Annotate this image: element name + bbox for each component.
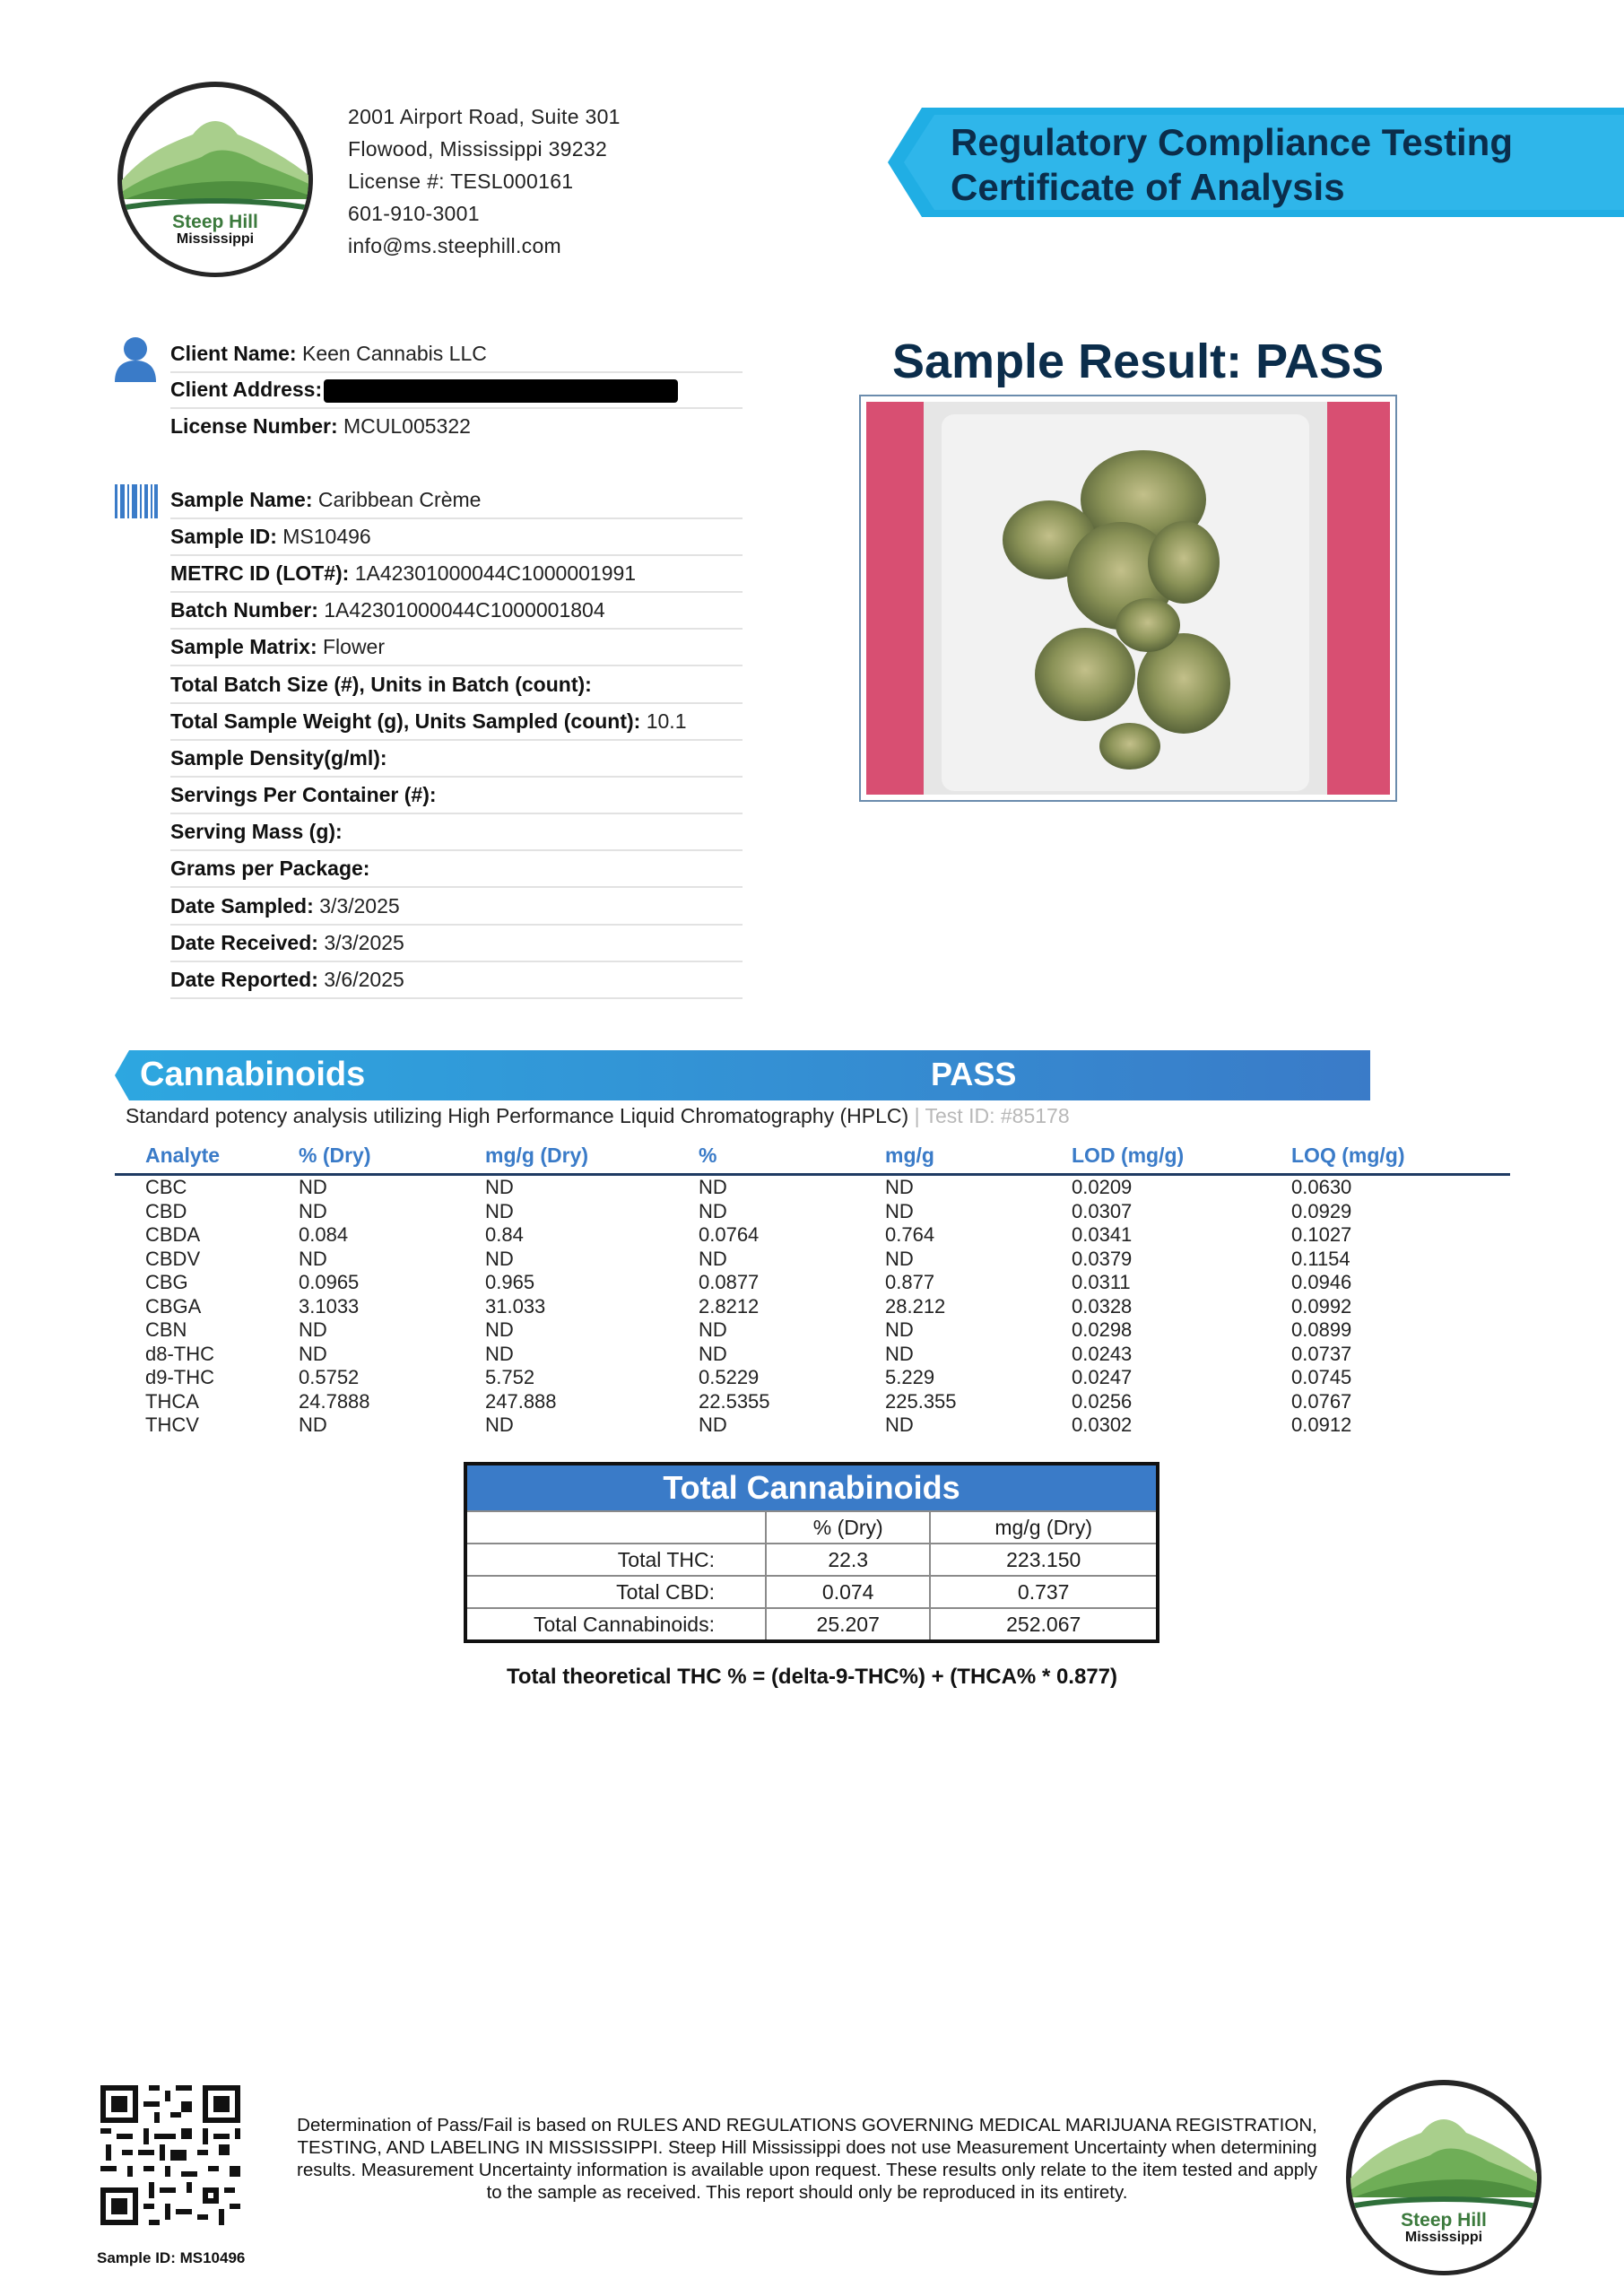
logo-line1: Steep Hill bbox=[172, 212, 258, 232]
table-cell: 24.7888 bbox=[299, 1389, 370, 1413]
table-row bbox=[115, 1366, 1510, 1390]
sample-field: Sample Matrix: Flower bbox=[170, 629, 743, 666]
table-cell: ND bbox=[485, 1342, 514, 1365]
table-cell: ND bbox=[885, 1199, 914, 1222]
table-cell: d8-THC bbox=[145, 1342, 215, 1365]
table-header-row bbox=[115, 1137, 1510, 1175]
table-row bbox=[115, 1390, 1510, 1414]
table-cell: ND bbox=[699, 1176, 727, 1198]
lab-address-line2: Flowood, Mississippi 39232 bbox=[348, 137, 608, 161]
method-line bbox=[126, 1104, 1070, 1128]
totals-row: Total Cannabinoids: 25.207 252.067 bbox=[467, 1608, 1156, 1639]
logo-line1: Steep Hill bbox=[1401, 2210, 1487, 2231]
table-cell: ND bbox=[299, 1199, 327, 1222]
col-header: Analyte bbox=[115, 1137, 299, 1175]
lab-license: License #: TESL000161 bbox=[348, 170, 574, 193]
table-cell: 0.0209 bbox=[1072, 1176, 1133, 1198]
table-cell: ND bbox=[299, 1342, 327, 1365]
table-cell: 0.0341 bbox=[1072, 1223, 1133, 1246]
table-cell: 28.212 bbox=[885, 1294, 946, 1318]
thc-formula: Total theoretical THC % = (delta-9-THC%) + (THCA% * 0.877) bbox=[507, 1665, 1117, 1689]
table-cell: 3.1033 bbox=[299, 1294, 360, 1318]
totals-title: Total Cannabinoids bbox=[467, 1465, 1156, 1510]
table-row bbox=[115, 1343, 1510, 1367]
table-cell: ND bbox=[299, 1247, 327, 1270]
table-cell: 247.888 bbox=[485, 1389, 557, 1413]
table-row bbox=[115, 1223, 1510, 1248]
banner-line1: Regulatory Compliance Testing bbox=[951, 121, 1513, 163]
table-cell: 0.0745 bbox=[1291, 1366, 1352, 1388]
table-cell: ND bbox=[699, 1342, 727, 1365]
totals-col-header: mg/g (Dry) bbox=[930, 1511, 1156, 1544]
table-cell: ND bbox=[885, 1176, 914, 1198]
cannabinoids-title: Cannabinoids bbox=[140, 1056, 366, 1093]
table-cell: 0.0247 bbox=[1072, 1366, 1133, 1388]
table-cell: 0.0630 bbox=[1291, 1176, 1352, 1198]
cannabinoids-status: PASS bbox=[931, 1056, 1017, 1092]
table-cell: 0.0899 bbox=[1291, 1318, 1352, 1341]
col-header: % (Dry) bbox=[299, 1137, 485, 1175]
totals-table bbox=[467, 1510, 1156, 1639]
table-row bbox=[115, 1318, 1510, 1343]
table-cell: ND bbox=[885, 1342, 914, 1365]
table-cell: CBG bbox=[145, 1271, 188, 1293]
footer-sample-id: Sample ID: MS10496 bbox=[97, 2249, 246, 2266]
totals-row: Total CBD: 0.074 0.737 bbox=[467, 1576, 1156, 1608]
table-cell: 0.0737 bbox=[1291, 1342, 1352, 1365]
table-cell: 0.84 bbox=[485, 1223, 524, 1246]
lab-contact-block bbox=[348, 100, 621, 262]
table-row bbox=[115, 1248, 1510, 1272]
table-cell: 0.0302 bbox=[1072, 1413, 1133, 1436]
client-name-value: Keen Cannabis LLC bbox=[301, 342, 487, 365]
table-cell: 0.5752 bbox=[299, 1366, 360, 1388]
table-cell: 0.0767 bbox=[1291, 1389, 1352, 1413]
col-header: mg/g (Dry) bbox=[485, 1137, 699, 1175]
table-cell: THCA bbox=[145, 1389, 199, 1413]
lab-address-line1: 2001 Airport Road, Suite 301 bbox=[348, 105, 621, 128]
table-cell: 0.1154 bbox=[1291, 1247, 1350, 1270]
table-cell: ND bbox=[699, 1413, 727, 1436]
table-cell: ND bbox=[885, 1247, 914, 1270]
table-row bbox=[115, 1271, 1510, 1295]
table-cell: 0.0946 bbox=[1291, 1271, 1352, 1293]
total-cannabinoids-box bbox=[464, 1462, 1159, 1643]
table-cell: 0.0256 bbox=[1072, 1389, 1133, 1413]
banner-title bbox=[951, 120, 1513, 210]
client-license-row bbox=[170, 408, 743, 444]
table-cell: ND bbox=[299, 1176, 327, 1198]
table-cell: 0.0328 bbox=[1072, 1294, 1133, 1318]
table-cell: ND bbox=[699, 1247, 727, 1270]
table-cell: CBN bbox=[145, 1318, 187, 1341]
col-header: LOQ (mg/g) bbox=[1291, 1137, 1510, 1175]
col-header: % bbox=[699, 1137, 885, 1175]
sample-field: Date Received: 3/3/2025 bbox=[170, 925, 743, 962]
cannabinoids-header bbox=[115, 1050, 1370, 1100]
client-name-row bbox=[170, 335, 743, 373]
table-cell: ND bbox=[485, 1199, 514, 1222]
table-cell: 0.0307 bbox=[1072, 1199, 1133, 1222]
sample-field: METRC ID (LOT#): 1A42301000044C1000001991 bbox=[170, 555, 743, 593]
client-address-row bbox=[170, 371, 743, 409]
table-cell: CBDA bbox=[145, 1223, 201, 1246]
totals-row: Total THC: 22.3 223.150 bbox=[467, 1544, 1156, 1576]
table-cell: 0.5229 bbox=[699, 1366, 760, 1388]
client-name-label: Client Name: bbox=[170, 342, 297, 365]
logo-line2: Mississippi bbox=[176, 231, 255, 247]
sample-field: Grams per Package: bbox=[170, 850, 743, 888]
table-cell: 0.0379 bbox=[1072, 1247, 1133, 1270]
table-cell: 22.5355 bbox=[699, 1389, 770, 1413]
analyte-table-body bbox=[115, 1175, 1510, 1438]
table-cell: 0.0311 bbox=[1072, 1271, 1131, 1293]
table-cell: ND bbox=[485, 1413, 514, 1436]
table-cell: 0.0243 bbox=[1072, 1342, 1133, 1365]
table-cell: 31.033 bbox=[485, 1294, 546, 1318]
table-cell: ND bbox=[299, 1318, 327, 1341]
table-cell: THCV bbox=[145, 1413, 199, 1436]
client-license-value: MCUL005322 bbox=[343, 414, 471, 438]
table-cell: ND bbox=[485, 1247, 514, 1270]
table-cell: ND bbox=[885, 1318, 914, 1341]
qr-code-icon bbox=[100, 2085, 240, 2225]
banner-line2: Certificate of Analysis bbox=[951, 166, 1345, 208]
table-cell: ND bbox=[485, 1318, 514, 1341]
test-id: | Test ID: #85178 bbox=[914, 1104, 1070, 1127]
table-cell: 0.764 bbox=[885, 1223, 935, 1246]
table-cell: 0.877 bbox=[885, 1271, 935, 1293]
method-text: Standard potency analysis utilizing High Performance Liquid Chromatography (HPLC) bbox=[126, 1104, 909, 1127]
table-cell: 0.0912 bbox=[1291, 1413, 1352, 1436]
redaction-bar bbox=[324, 379, 678, 403]
table-cell: CBDV bbox=[145, 1247, 201, 1270]
table-cell: 0.0298 bbox=[1072, 1318, 1133, 1341]
sample-field: Sample ID: MS10496 bbox=[170, 518, 743, 556]
table-row bbox=[115, 1413, 1510, 1438]
totals-header-row bbox=[467, 1511, 1156, 1544]
table-cell: CBD bbox=[145, 1199, 187, 1222]
sample-field: Total Sample Weight (g), Units Sampled (count): 10.1 bbox=[170, 703, 743, 741]
table-cell: 0.0929 bbox=[1291, 1199, 1352, 1222]
lab-email: info@ms.steephill.com bbox=[348, 234, 562, 257]
sample-field: Servings Per Container (#): bbox=[170, 777, 743, 814]
sample-result-title: Sample Result: PASS bbox=[892, 335, 1385, 388]
disclaimer-text: Determination of Pass/Fail is based on RULES AND REGULATIONS GOVERNING MEDICAL MARIJUANA REGISTRATION, TESTING, AND LABELING IN MISSISSIPPI. Steep Hill Mississippi does not use Measurement Uncertainty when determining results. Measurement Uncertainty information is available upon request. These results only relate to the item tested and apply to the sample as received. This report should only be reproduced in its entirety. bbox=[297, 2115, 1317, 2203]
sample-field: Date Sampled: 3/3/2025 bbox=[170, 888, 743, 926]
table-cell: 0.084 bbox=[299, 1223, 349, 1246]
sample-photo bbox=[859, 395, 1397, 802]
table-row bbox=[115, 1295, 1510, 1319]
table-row bbox=[115, 1200, 1510, 1224]
table-cell: ND bbox=[699, 1199, 727, 1222]
table-cell: 0.0764 bbox=[699, 1223, 760, 1246]
sample-field: Sample Density(g/ml): bbox=[170, 740, 743, 778]
lab-phone: 601-910-3001 bbox=[348, 202, 480, 225]
table-cell: ND bbox=[485, 1176, 514, 1198]
table-cell: CBGA bbox=[145, 1294, 202, 1318]
table-cell: 0.0992 bbox=[1291, 1294, 1352, 1318]
table-cell: 5.752 bbox=[485, 1366, 535, 1388]
table-cell: 0.1027 bbox=[1291, 1223, 1352, 1246]
client-license-label: License Number: bbox=[170, 414, 338, 438]
col-header: mg/g bbox=[885, 1137, 1072, 1175]
table-cell: CBC bbox=[145, 1176, 187, 1198]
report-banner bbox=[888, 108, 1624, 217]
sample-field: Serving Mass (g): bbox=[170, 813, 743, 851]
barcode-icon bbox=[115, 484, 158, 518]
table-row bbox=[115, 1175, 1510, 1200]
table-cell: 5.229 bbox=[885, 1366, 935, 1388]
table-cell: ND bbox=[699, 1318, 727, 1341]
table-cell: 0.965 bbox=[485, 1271, 535, 1293]
table-cell: 0.0877 bbox=[699, 1271, 760, 1293]
analyte-table bbox=[115, 1137, 1510, 1438]
sample-field: Sample Name: Caribbean Crème bbox=[170, 482, 743, 519]
person-icon bbox=[115, 335, 156, 382]
sample-field: Total Batch Size (#), Units in Batch (count): bbox=[170, 666, 743, 704]
steep-hill-logo-footer bbox=[1345, 2079, 1542, 2276]
steep-hill-logo bbox=[117, 81, 314, 278]
sample-field: Date Reported: 3/6/2025 bbox=[170, 961, 743, 999]
table-cell: 0.0965 bbox=[299, 1271, 360, 1293]
table-cell: d9-THC bbox=[145, 1366, 215, 1388]
table-cell: 225.355 bbox=[885, 1389, 957, 1413]
table-cell: ND bbox=[885, 1413, 914, 1436]
client-address-label: Client Address: bbox=[170, 378, 323, 401]
table-cell: ND bbox=[299, 1413, 327, 1436]
col-header: LOD (mg/g) bbox=[1072, 1137, 1291, 1175]
totals-col-header: % (Dry) bbox=[766, 1511, 930, 1544]
logo-line2: Mississippi bbox=[1404, 2230, 1483, 2245]
totals-blank bbox=[467, 1511, 766, 1544]
sample-field: Batch Number: 1A42301000044C1000001804 bbox=[170, 592, 743, 630]
table-cell: 2.8212 bbox=[699, 1294, 760, 1318]
